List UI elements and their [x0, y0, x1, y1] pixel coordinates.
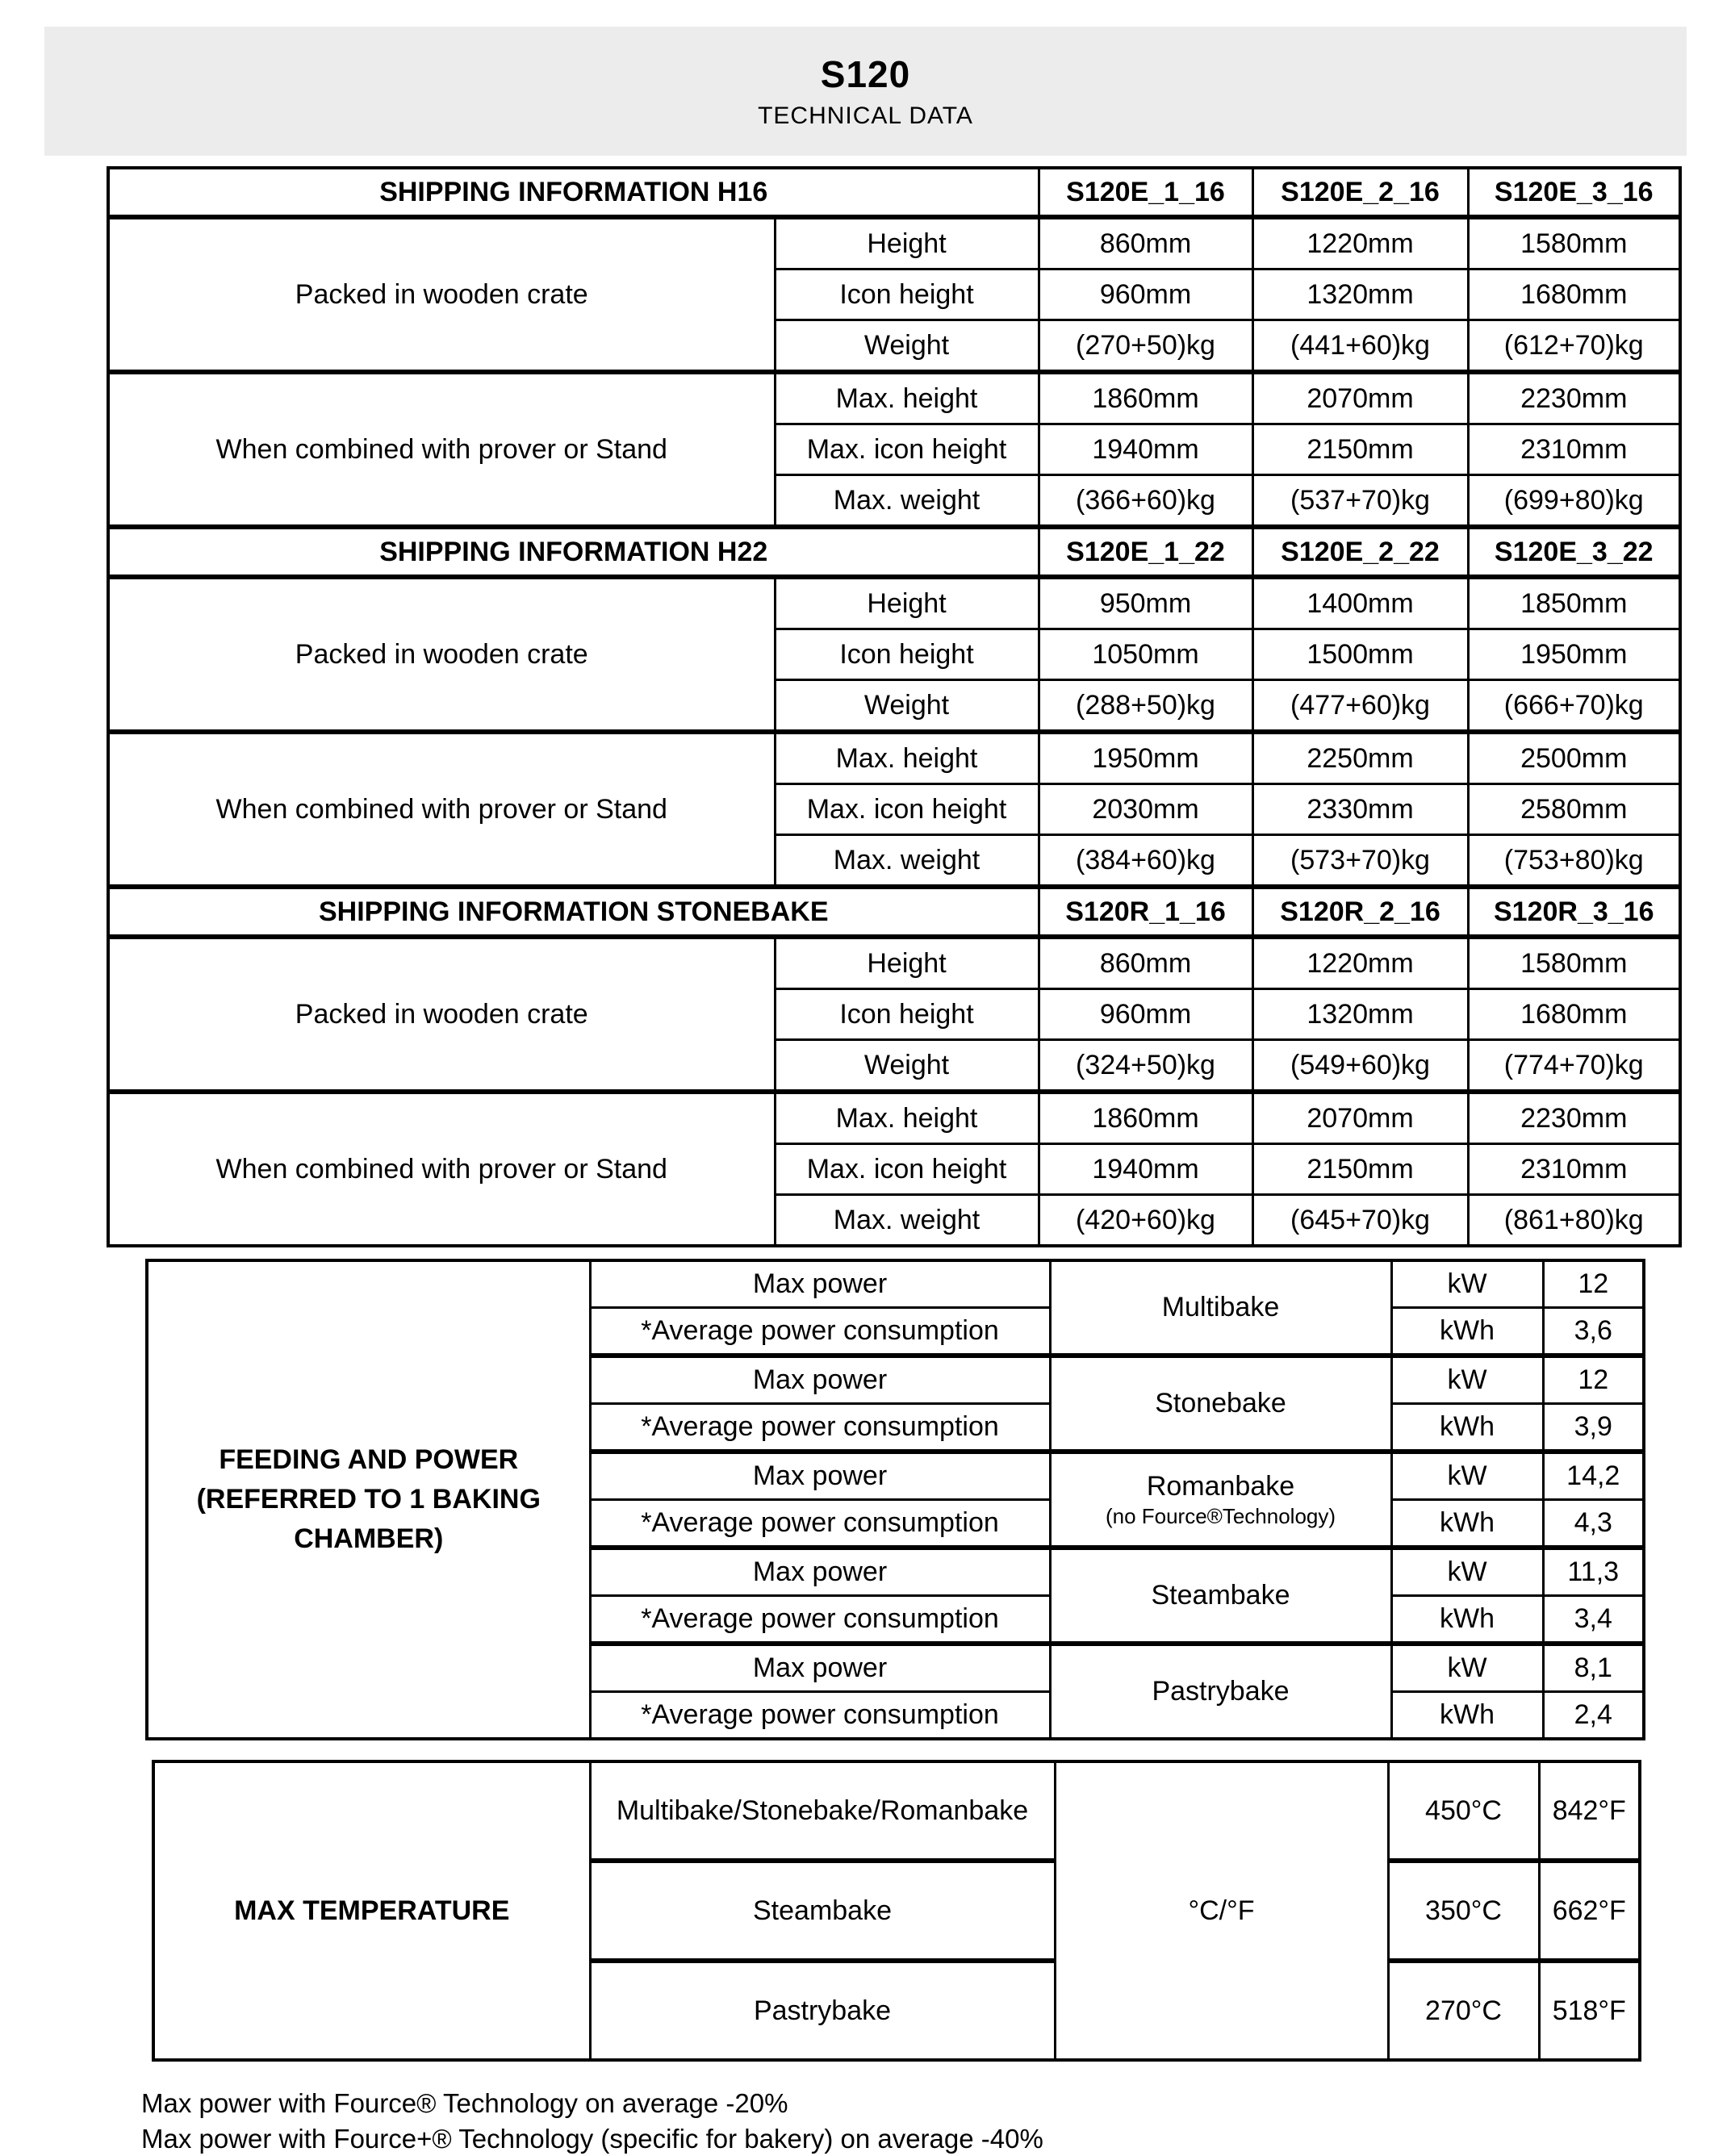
cell-value: 2330mm: [1252, 784, 1468, 835]
cell-value: 2310mm: [1468, 424, 1680, 475]
cell-value: (537+70)kg: [1252, 475, 1468, 528]
cell-value: (774+70)kg: [1468, 1040, 1680, 1093]
cell-value: 1950mm: [1039, 732, 1252, 784]
cell-value: 1400mm: [1252, 577, 1468, 629]
mode-label: Multibake/Stonebake/Romanbake: [590, 1761, 1055, 1861]
row-label: Max. icon height: [775, 784, 1039, 835]
cell-value: 1050mm: [1039, 629, 1252, 680]
mode-name: Romanbake: [1146, 1470, 1295, 1502]
cell-value: 2580mm: [1468, 784, 1680, 835]
table-row: [108, 937, 1680, 989]
column-header: S120E_3_16: [1468, 168, 1680, 217]
cell-value: (753+80)kg: [1468, 835, 1680, 888]
cell-value: 1850mm: [1468, 577, 1680, 629]
shipping-section-title: SHIPPING INFORMATION H16: [108, 168, 1039, 217]
cell-value: (645+70)kg: [1252, 1195, 1468, 1247]
row-label: Max. weight: [775, 475, 1039, 528]
cell-value-celsius: 450°C: [1388, 1761, 1539, 1861]
header-banner: [44, 27, 1687, 156]
cell-value: (270+50)kg: [1039, 320, 1252, 373]
cell-value: 2250mm: [1252, 732, 1468, 784]
cell-value: 2070mm: [1252, 372, 1468, 424]
row-label: Icon height: [775, 629, 1039, 680]
cell-value-fahrenheit: 662°F: [1539, 1861, 1640, 1961]
row-label: Weight: [775, 1040, 1039, 1093]
row-label: Max power: [590, 1548, 1050, 1596]
table-row: [108, 1092, 1680, 1144]
cell-value: 2310mm: [1468, 1144, 1680, 1195]
cell-value: (861+80)kg: [1468, 1195, 1680, 1247]
cell-value: 2030mm: [1039, 784, 1252, 835]
cell-value: 3,9: [1543, 1404, 1644, 1452]
cell-value: (699+80)kg: [1468, 475, 1680, 528]
mode-label: Multibake: [1050, 1260, 1391, 1356]
mode-label: Pastrybake: [1050, 1644, 1391, 1739]
column-header: S120R_1_16: [1039, 887, 1252, 937]
row-label: Icon height: [775, 989, 1039, 1040]
cell-value: 860mm: [1039, 937, 1252, 989]
cell-value: 1680mm: [1468, 270, 1680, 320]
cell-value: 12: [1543, 1356, 1644, 1404]
group-label: Packed in wooden crate: [108, 937, 775, 1092]
unit-label: °C/°F: [1055, 1761, 1388, 2060]
feeding-power-table: [145, 1259, 1645, 1740]
power-table-label-line1: FEEDING AND POWER: [219, 1444, 519, 1475]
cell-value: 960mm: [1039, 270, 1252, 320]
row-label: Max power: [590, 1644, 1050, 1692]
cell-value: 11,3: [1543, 1548, 1644, 1596]
footnote: Max power with Fource+® Technology (specific for bakery) on average -40%: [141, 2123, 1043, 2154]
cell-value-fahrenheit: 518°F: [1539, 1961, 1640, 2060]
cell-value: 2150mm: [1252, 424, 1468, 475]
cell-value-celsius: 350°C: [1388, 1861, 1539, 1961]
cell-value: (288+50)kg: [1039, 680, 1252, 733]
cell-value: (324+50)kg: [1039, 1040, 1252, 1093]
cell-value: 3,6: [1543, 1308, 1644, 1356]
mode-label: Steambake: [1050, 1548, 1391, 1644]
group-label: Packed in wooden crate: [108, 217, 775, 372]
row-label: *Average power consumption: [590, 1308, 1050, 1356]
table-row: [153, 1761, 1640, 1861]
footnotes: [141, 2086, 1731, 2156]
cell-value: 1940mm: [1039, 424, 1252, 475]
cell-value: (573+70)kg: [1252, 835, 1468, 888]
cell-value: 1950mm: [1468, 629, 1680, 680]
unit-label: kW: [1391, 1260, 1543, 1308]
power-table-label: [147, 1260, 590, 1739]
mode-label: Pastrybake: [590, 1961, 1055, 2060]
cell-value: 2070mm: [1252, 1092, 1468, 1144]
cell-value: 1680mm: [1468, 989, 1680, 1040]
mode-label: [1050, 1452, 1391, 1548]
cell-value: 1220mm: [1252, 217, 1468, 270]
unit-label: kWh: [1391, 1500, 1543, 1548]
row-label: *Average power consumption: [590, 1404, 1050, 1452]
row-label: *Average power consumption: [590, 1596, 1050, 1644]
cell-value: 4,3: [1543, 1500, 1644, 1548]
column-header: S120E_2_16: [1252, 168, 1468, 217]
max-temperature-table: [152, 1760, 1641, 2062]
power-table-label-line2: (REFERRED TO 1 BAKING CHAMBER): [196, 1483, 541, 1555]
unit-label: kWh: [1391, 1308, 1543, 1356]
table-row: [108, 577, 1680, 629]
group-label: When combined with prover or Stand: [108, 1092, 775, 1246]
cell-value: 950mm: [1039, 577, 1252, 629]
table-row: [108, 732, 1680, 784]
column-header: S120E_2_22: [1252, 527, 1468, 577]
cell-value: 1320mm: [1252, 989, 1468, 1040]
cell-value: (477+60)kg: [1252, 680, 1468, 733]
row-label: Max. weight: [775, 1195, 1039, 1247]
row-label: Max power: [590, 1260, 1050, 1308]
unit-label: kW: [1391, 1452, 1543, 1500]
cell-value: 1320mm: [1252, 270, 1468, 320]
cell-value: (549+60)kg: [1252, 1040, 1468, 1093]
table-row: [108, 887, 1680, 937]
column-header: S120E_3_22: [1468, 527, 1680, 577]
cell-value: 1580mm: [1468, 217, 1680, 270]
row-label: Max. height: [775, 372, 1039, 424]
mode-note: (no Fource®Technology): [1105, 1503, 1336, 1528]
row-label: Height: [775, 577, 1039, 629]
row-label: Max. weight: [775, 835, 1039, 888]
cell-value: 1580mm: [1468, 937, 1680, 989]
row-label: *Average power consumption: [590, 1500, 1050, 1548]
row-label: Max power: [590, 1356, 1050, 1404]
footnote: Max power with Fource® Technology on average -20%: [141, 2088, 788, 2118]
group-label: Packed in wooden crate: [108, 577, 775, 732]
temperature-table-label: MAX TEMPERATURE: [153, 1761, 590, 2060]
column-header: S120E_1_22: [1039, 527, 1252, 577]
table-row: [108, 372, 1680, 424]
cell-value: 2500mm: [1468, 732, 1680, 784]
cell-value: 2,4: [1543, 1692, 1644, 1740]
cell-value: 1500mm: [1252, 629, 1468, 680]
cell-value: 14,2: [1543, 1452, 1644, 1500]
cell-value: 8,1: [1543, 1644, 1644, 1692]
row-label: *Average power consumption: [590, 1692, 1050, 1740]
cell-value: (384+60)kg: [1039, 835, 1252, 888]
cell-value: (441+60)kg: [1252, 320, 1468, 373]
group-label: When combined with prover or Stand: [108, 372, 775, 527]
row-label: Weight: [775, 320, 1039, 373]
cell-value: 1860mm: [1039, 372, 1252, 424]
row-label: Max. height: [775, 1092, 1039, 1144]
shipping-section-title: SHIPPING INFORMATION H22: [108, 527, 1039, 577]
mode-label: Steambake: [590, 1861, 1055, 1961]
document-subtitle: TECHNICAL DATA: [758, 102, 973, 129]
table-row: [108, 527, 1680, 577]
cell-value: 1940mm: [1039, 1144, 1252, 1195]
row-label: Max. icon height: [775, 1144, 1039, 1195]
row-label: Height: [775, 217, 1039, 270]
unit-label: kW: [1391, 1356, 1543, 1404]
unit-label: kWh: [1391, 1596, 1543, 1644]
cell-value: 2230mm: [1468, 1092, 1680, 1144]
cell-value: 2150mm: [1252, 1144, 1468, 1195]
cell-value: 960mm: [1039, 989, 1252, 1040]
column-header: S120R_3_16: [1468, 887, 1680, 937]
product-title: S120: [820, 53, 911, 95]
unit-label: kW: [1391, 1644, 1543, 1692]
row-label: Height: [775, 937, 1039, 989]
table-row: [147, 1260, 1644, 1308]
column-header: S120R_2_16: [1252, 887, 1468, 937]
cell-value: (420+60)kg: [1039, 1195, 1252, 1247]
group-label: When combined with prover or Stand: [108, 732, 775, 887]
cell-value: (366+60)kg: [1039, 475, 1252, 528]
cell-value-fahrenheit: 842°F: [1539, 1761, 1640, 1861]
shipping-section-title: SHIPPING INFORMATION STONEBAKE: [108, 887, 1039, 937]
table-row: [108, 168, 1680, 217]
column-header: S120E_1_16: [1039, 168, 1252, 217]
cell-value: (666+70)kg: [1468, 680, 1680, 733]
unit-label: kW: [1391, 1548, 1543, 1596]
row-label: Icon height: [775, 270, 1039, 320]
cell-value: 860mm: [1039, 217, 1252, 270]
shipping-information-table: [107, 166, 1682, 1247]
unit-label: kWh: [1391, 1692, 1543, 1740]
cell-value: 1860mm: [1039, 1092, 1252, 1144]
cell-value: 12: [1543, 1260, 1644, 1308]
row-label: Weight: [775, 680, 1039, 733]
cell-value-celsius: 270°C: [1388, 1961, 1539, 2060]
row-label: Max power: [590, 1452, 1050, 1500]
cell-value: 1220mm: [1252, 937, 1468, 989]
cell-value: (612+70)kg: [1468, 320, 1680, 373]
cell-value: 2230mm: [1468, 372, 1680, 424]
mode-label: Stonebake: [1050, 1356, 1391, 1452]
row-label: Max. height: [775, 732, 1039, 784]
cell-value: 3,4: [1543, 1596, 1644, 1644]
unit-label: kWh: [1391, 1404, 1543, 1452]
table-row: [108, 217, 1680, 270]
row-label: Max. icon height: [775, 424, 1039, 475]
